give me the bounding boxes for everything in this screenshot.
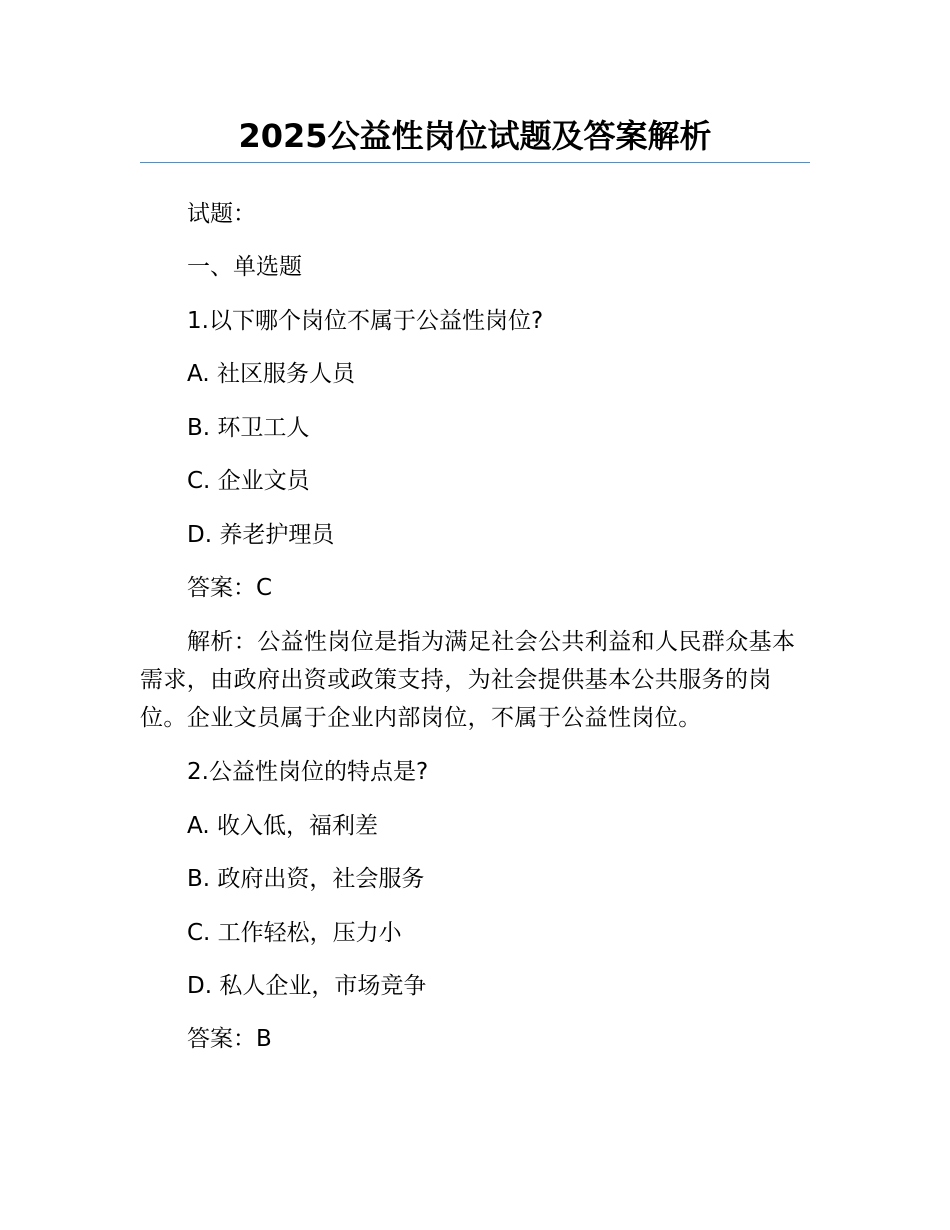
question-2-option-a: A. 收入低，福利差 — [187, 813, 378, 839]
section-heading: 一、单选题 — [187, 254, 302, 280]
question-2-answer: 答案：B — [187, 1026, 272, 1052]
question-1-option-d: D. 养老护理员 — [187, 522, 335, 548]
question-1-answer: 答案：C — [187, 575, 273, 601]
document-title: 2025公益性岗位试题及答案解析 — [238, 117, 712, 155]
question-2-option-d: D. 私人企业，市场竞争 — [187, 973, 427, 999]
title-underline — [140, 162, 810, 163]
question-1-stem: 1.以下哪个岗位不属于公益性岗位? — [187, 308, 544, 334]
question-1-option-c: C. 企业文员 — [187, 468, 310, 494]
section-label: 试题： — [187, 201, 256, 227]
question-2-stem: 2.公益性岗位的特点是? — [187, 759, 429, 785]
question-1-option-a: A. 社区服务人员 — [187, 361, 355, 387]
question-2-option-c: C. 工作轻松，压力小 — [187, 920, 402, 946]
question-1-explanation: 解析：公益性岗位是指为满足社会公共利益和人民群众基本需求，由政府出资或政策支持，为社会提供基本公共服务的岗位。企业文员属于企业内部岗位，不属于公益性岗位。 — [140, 629, 796, 731]
question-2-option-b: B. 政府出资，社会服务 — [187, 866, 425, 892]
question-1-option-b: B. 环卫工人 — [187, 415, 310, 441]
